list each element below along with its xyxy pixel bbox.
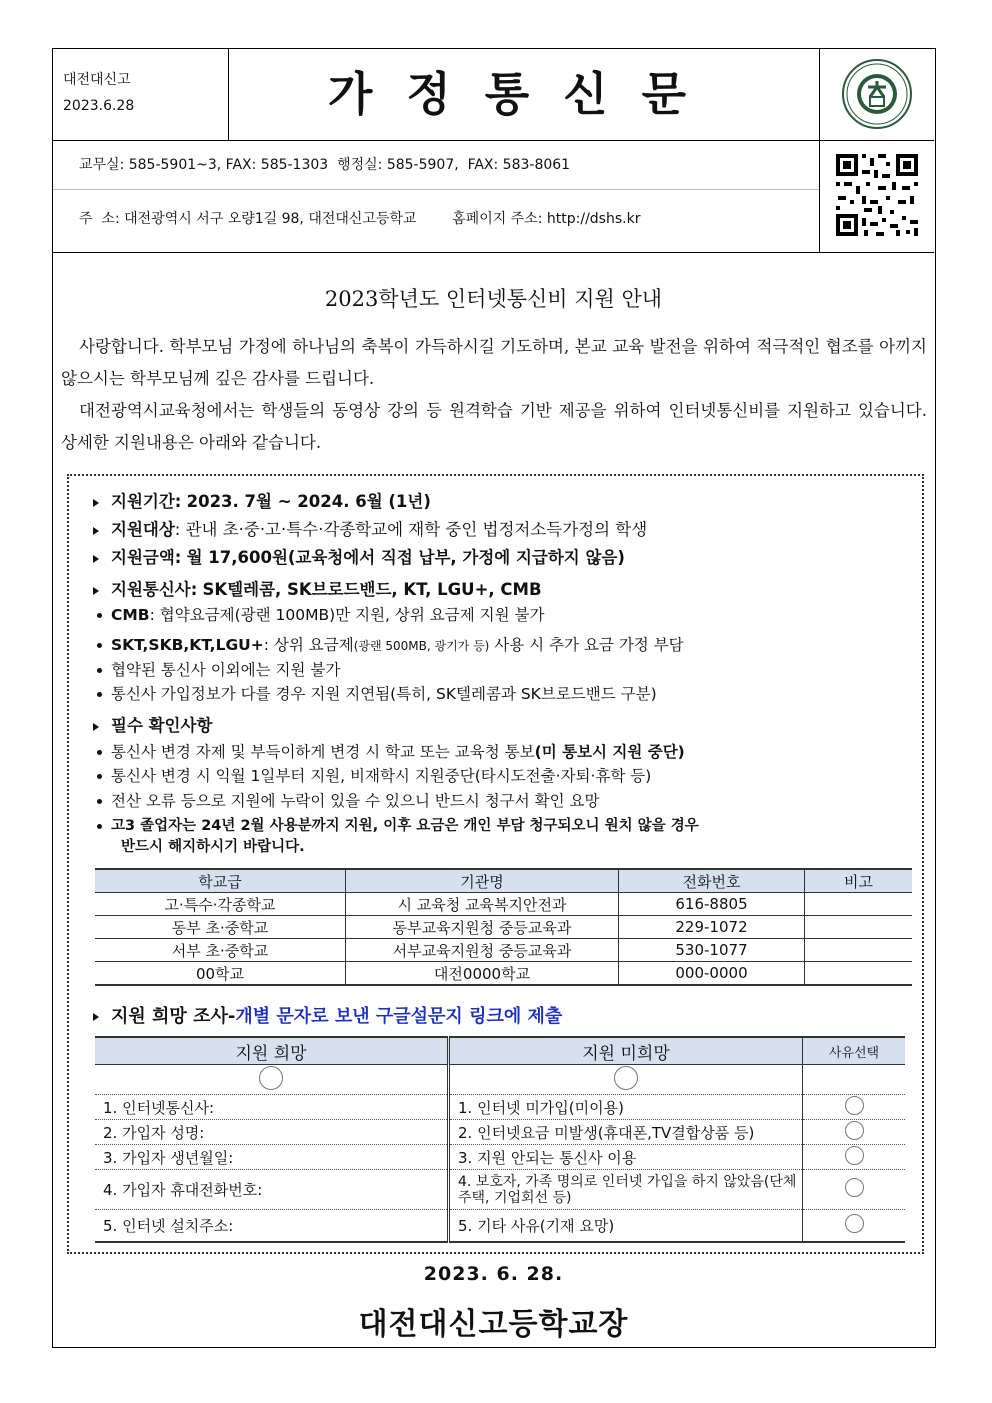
col-header: 학교급 [95,869,346,893]
dot-bullet-icon [97,750,102,755]
check-item-4-cont: 반드시 해지하시기 바랍니다. [121,839,305,855]
reason-item: 2. 인터넷요금 미발생(휴대폰,TV결합상품 등) [449,1120,803,1145]
cell: 530-1077 [619,939,805,962]
homepage-label: 홈페이지 주소: [452,211,543,227]
triangle-bullet-icon [93,527,99,535]
support-carriers: 지원통신사: SK텔레콤, SK브로드밴드, KT, LGU+, CMB [93,576,542,600]
address: 대전광역시 서구 오량1길 98, 대전대신고등학교 [124,211,417,227]
col-header: 전화번호 [619,869,805,893]
table-row [95,962,912,986]
radio-circle-icon[interactable] [845,1121,864,1140]
carrier-note-cmb: CMB: 협약요금제(광랜 100MB)만 지원, 상위 요금제 지원 불가 [93,603,544,625]
carrier-note-delay: 통신사 가입정보가 다를 경우 지원 지연됨(특히, SK텔레콤과 SK브로드밴드 구분) [93,682,657,704]
closing-date: 2023. 6. 28. [423,1263,564,1285]
cell: 시 교육청 교육복지안전과 [346,893,619,916]
reason-select[interactable] [803,1145,906,1170]
cell: 동부 초·중학교 [95,916,346,939]
radio-circle-icon[interactable] [845,1146,864,1165]
triangle-bullet-icon [93,723,99,731]
reason-select[interactable] [803,1210,906,1242]
triangle-bullet-icon [93,1013,99,1021]
contacts-table [95,868,912,986]
support-target: 지원대상: 관내 초·중·고·특수·각종학교에 재학 중인 법정저소득가정의 학생 [93,516,647,540]
radio-circle-icon[interactable] [614,1066,638,1090]
check-item-4: 고3 졸업자는 24년 2월 사용분까지 지원, 이후 요금은 개인 부담 청구되오니 원치 않을 경우 [93,814,699,835]
check-item-3: 전산 오류 등으로 지원에 누락이 있을 수 있으니 반드시 청구서 확인 요망 [93,789,599,811]
address-label: 주 소: [79,211,120,227]
reason-item: 3. 지원 안되는 통신사 이용 [449,1145,803,1170]
choice-not-want[interactable] [449,1065,803,1095]
header [53,49,934,141]
dot-bullet-icon [97,613,102,618]
triangle-bullet-icon [93,555,99,563]
contact-address-line [53,190,819,252]
col-header-want: 지원 희망 [95,1037,449,1065]
page-title: 가정통신문 [327,67,721,121]
table-row [95,1095,905,1120]
issue-date: 2023.6.28 [63,98,135,114]
support-period: 지원기간: 2023. 7월 ~ 2024. 6월 (1년) [93,488,431,512]
survey-table-header [95,1037,905,1065]
check-item-1: 통신사 변경 자제 및 부득이하게 변경 시 학교 또는 교육청 통보(미 통보시 지원 중단) [93,740,685,762]
header-meta [53,49,229,140]
school-name: 대전대신고 [63,72,131,88]
field-name: 2. 가입자 성명: [95,1120,449,1145]
field-carrier: 1. 인터넷통신사: [95,1095,449,1120]
notice-title: 2023학년도 인터넷통신비 지원 안내 [324,287,663,311]
dot-bullet-icon [97,774,102,779]
principal-signature: 대전대신고등학교장 [358,1307,629,1342]
dot-bullet-icon [97,799,102,804]
reason-select[interactable] [803,1170,906,1210]
reason-item: 5. 기타 사유(기재 요망) [449,1210,803,1242]
col-header-not-want: 지원 미희망 [449,1037,803,1065]
dot-bullet-icon [97,824,102,829]
cell [805,893,913,916]
qr-code-icon [820,140,935,252]
reason-item: 4. 보호자, 가족 명의로 인터넷 가입을 하지 않았음(단체주택, 기업회선 등) [449,1170,803,1210]
school-emblem-icon [820,49,935,140]
reason-item: 1. 인터넷 미가입(미이용) [449,1095,803,1120]
carrier-note-upper-plans: SKT,SKB,KT,LGU+: 상위 요금제(광랜 500MB, 광기가 등) 사용 시 추가 요금 가정 부담 [93,633,684,655]
contact-phone-line: 교무실: 585-5901~3, FAX: 585-1303 행정실: 585-5907, FAX: 583-8061 [53,140,819,190]
dot-bullet-icon [97,692,102,697]
cell: 동부교육지원청 중등교육과 [346,916,619,939]
table-row [95,939,912,962]
cell [803,1065,906,1095]
cell: 서부 초·중학교 [95,939,346,962]
cell: 000-0000 [619,962,805,986]
homepage-link[interactable]: http://dshs.kr [546,211,641,227]
reason-select[interactable] [803,1120,906,1145]
triangle-bullet-icon [93,587,99,595]
radio-circle-icon[interactable] [845,1096,864,1115]
table-row [95,1120,905,1145]
col-header: 기관명 [346,869,619,893]
support-details-box [67,474,924,1254]
intro-paragraph: 대전광역시교육청에서는 학생들의 동영상 강의 등 원격학습 기반 제공을 위하여 인터넷통신비를 지원하고 있습니다. 상세한 지원내용은 아래와 같습니다. [61,401,927,452]
table-row [95,893,912,916]
field-birthdate: 3. 가입자 생년월일: [95,1145,449,1170]
greeting-paragraph: 사랑합니다. 학부모님 가정에 하나님의 축복이 가득하시길 기도하며, 본교 교육 발전을 위하여 적극적인 협조를 아끼지 않으시는 학부모님께 깊은 감사를 드립니다. [61,337,927,388]
radio-circle-icon[interactable] [845,1214,864,1233]
field-phone: 4. 가입자 휴대전화번호: [95,1170,449,1210]
reason-select[interactable] [803,1095,906,1120]
support-amount: 지원금액: 월 17,600원(교육청에서 직접 납부, 가정에 지급하지 않음) [93,544,625,568]
cell: 고·특수·각종학교 [95,893,346,916]
table-row [95,916,912,939]
required-checks-heading: 필수 확인사항 [93,712,212,736]
check-item-2: 통신사 변경 시 익월 1일부터 지원, 비재학시 지원중단(타시도전출·자퇴·휴학 등) [93,764,651,786]
survey-table [95,1036,905,1243]
survey-heading: 지원 희망 조사-개별 문자로 보낸 구글설문지 링크에 제출 [93,1002,562,1028]
qr-code[interactable] [819,140,935,252]
cell [805,962,913,986]
table-row [95,1210,905,1242]
dot-bullet-icon [97,668,102,673]
school-emblem [819,49,935,140]
col-header-reason: 사유선택 [803,1037,906,1065]
radio-circle-icon[interactable] [845,1178,864,1197]
radio-circle-icon[interactable] [259,1066,283,1090]
dot-bullet-icon [97,643,102,648]
table-row [95,1065,905,1095]
cell: 서부교육지원청 중등교육과 [346,939,619,962]
col-header: 비고 [805,869,913,893]
contacts-table-header [95,869,912,893]
table-row [95,1170,905,1210]
triangle-bullet-icon [93,499,99,507]
cell: 00학교 [95,962,346,986]
carrier-note-unsupported: 협약된 통신사 이외에는 지원 불가 [93,658,340,680]
cell [805,939,913,962]
choice-want[interactable] [95,1065,449,1095]
cell: 229-1072 [619,916,805,939]
cell: 대전0000학교 [346,962,619,986]
cell [805,916,913,939]
cell: 616-8805 [619,893,805,916]
field-address: 5. 인터넷 설치주소: [95,1210,449,1242]
document-frame [52,48,936,1348]
header-divider [53,252,934,253]
table-row [95,1145,905,1170]
